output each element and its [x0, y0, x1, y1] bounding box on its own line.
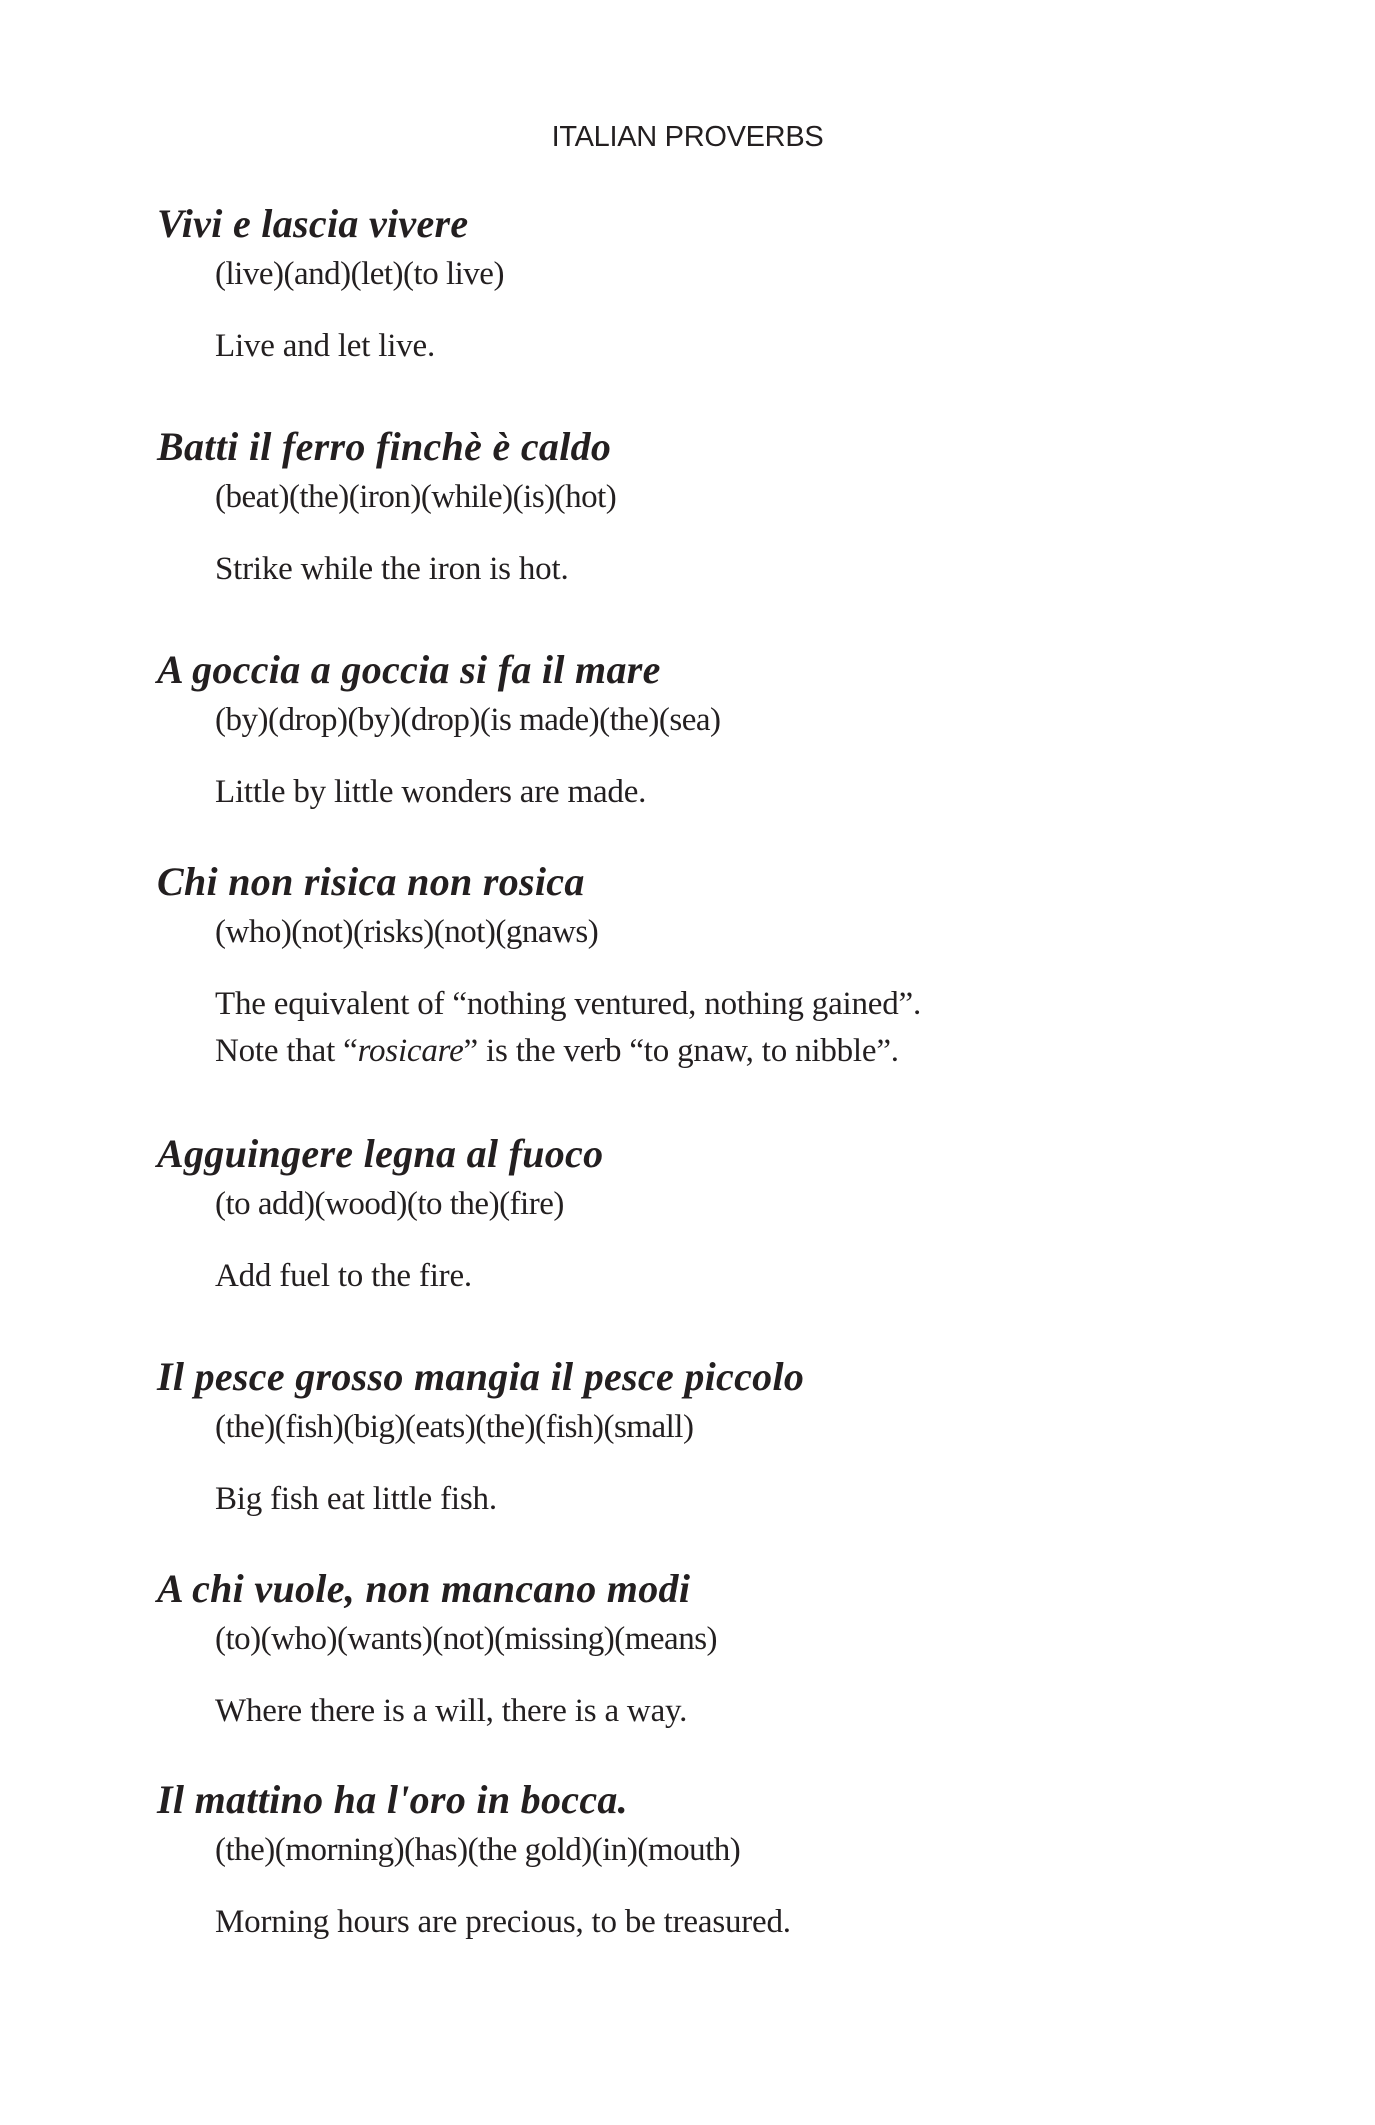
- proverb-meaning: Live and let live.: [215, 328, 435, 364]
- proverb-literal: (the)(morning)(has)(the gold)(in)(mouth): [215, 1832, 741, 1868]
- proverb-meaning: Where there is a will, there is a way.: [215, 1693, 688, 1729]
- proverb-literal: (to add)(wood)(to the)(fire): [215, 1186, 564, 1222]
- proverb-literal: (by)(drop)(by)(drop)(is made)(the)(sea): [215, 702, 721, 738]
- proverb-entry: [157, 200, 1257, 370]
- proverb-literal: (who)(not)(risks)(not)(gnaws): [215, 914, 599, 950]
- proverb-meaning: Morning hours are precious, to be treasured.: [215, 1904, 791, 1940]
- proverb-entry: [157, 1776, 1257, 1946]
- proverb-literal: (the)(fish)(big)(eats)(the)(fish)(small): [215, 1409, 694, 1445]
- proverb-literal: (live)(and)(let)(to live): [215, 256, 504, 292]
- note-suffix: ” is the verb “to gnaw, to nibble”.: [463, 1033, 899, 1069]
- proverb-italian: Batti il ferro finchè è caldo: [157, 424, 612, 469]
- proverb-entry: [157, 1353, 1257, 1523]
- proverb-meaning-line: The equivalent of “nothing ventured, nothing gained”.: [215, 986, 922, 1022]
- proverb-italian: A chi vuole, non mancano modi: [157, 1566, 691, 1611]
- proverb-meaning: Add fuel to the fire.: [215, 1258, 472, 1294]
- proverb-italian: A goccia a goccia si fa il mare: [157, 647, 661, 692]
- proverb-entry: [157, 1565, 1257, 1735]
- proverb-entry: [157, 646, 1257, 816]
- proverb-note-line: [215, 1028, 1257, 1075]
- proverb-italian: Agguingere legna al fuoco: [157, 1131, 604, 1176]
- note-word: rosicare: [357, 1033, 464, 1069]
- proverb-meaning: Big fish eat little fish.: [215, 1481, 497, 1517]
- page-header: ITALIAN PROVERBS: [551, 121, 824, 153]
- proverb-entry: [157, 1130, 1257, 1300]
- proverb-italian: Il pesce grosso mangia il pesce piccolo: [157, 1354, 805, 1399]
- proverb-literal: (beat)(the)(iron)(while)(is)(hot): [215, 479, 617, 515]
- proverb-italian: Il mattino ha l'oro in bocca.: [157, 1777, 628, 1822]
- proverb-entry: [157, 423, 1257, 593]
- proverb-meaning: Strike while the iron is hot.: [215, 551, 569, 587]
- proverb-literal: (to)(who)(wants)(not)(missing)(means): [215, 1621, 718, 1657]
- proverb-meaning: [215, 981, 1257, 1075]
- proverb-entry: [157, 858, 1257, 1075]
- proverb-italian: Vivi e lascia vivere: [157, 201, 469, 246]
- proverb-meaning: Little by little wonders are made.: [215, 774, 647, 810]
- note-prefix: Note that “: [215, 1033, 358, 1069]
- proverb-italian: Chi non risica non rosica: [157, 859, 585, 904]
